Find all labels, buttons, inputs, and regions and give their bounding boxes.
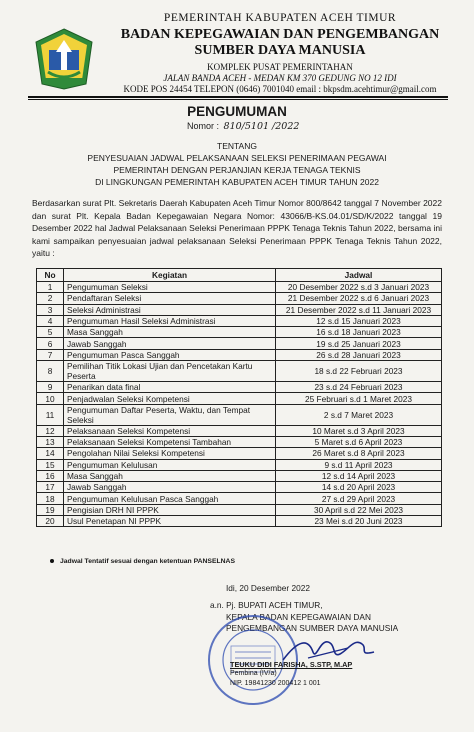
- table-row: [37, 349, 442, 360]
- cell-no: 9: [37, 382, 64, 393]
- letterhead-rule: [28, 96, 448, 98]
- schedule-note: [50, 558, 235, 565]
- signatory-line: KEPALA BADAN KEPEGAWAIAN DAN: [226, 611, 371, 622]
- cell-kegiatan: Pengumuman Seleksi: [64, 282, 276, 293]
- letterhead-agency-cont: SUMBER DAYA MANUSIA: [194, 43, 366, 58]
- cell-no: 20: [37, 516, 64, 527]
- cell-jadwal: 27 s.d 29 April 2023: [276, 493, 442, 504]
- table-row: [37, 425, 442, 436]
- cell-kegiatan: Pendaftaran Seleksi: [64, 293, 276, 304]
- letterhead-address: JALAN BANDA ACEH - MEDAN KM 370 GEDUNG NO 12 IDI: [163, 73, 397, 83]
- cell-no: 12: [37, 425, 64, 436]
- cell-jadwal: 9 s.d 11 April 2023: [276, 459, 442, 470]
- body-paragraph: Berdasarkan surat Plt. Sekretaris Daerah Kabupaten Aceh Timur Nomor 800/8642 tanggal 7 November 2022 dan surat Plt. Kepala Badan Kepegawaian Negara Nomor: 43066/B-KS.04.01/SD/K/2022 tanggal 19 Desember 2022 hal Jadwal Pelaksanaan Seleksi Penerimaan PPPK Tenaga Teknis Tahun 2022, bersama ini kami sampaikan penyesuaian jadwal pelaksanaan Seleksi Penerimaan PPPK Tenaga Teknis Tahun 2022, yaitu :: [32, 198, 442, 258]
- bullet-icon: [50, 559, 54, 563]
- cell-kegiatan: Pelaksanaan Seleksi Kompetensi Tambahan: [64, 436, 276, 447]
- signatory-nip: NIP. 19841230 200412 1 001: [230, 680, 321, 687]
- cell-kegiatan: Seleksi Administrasi: [64, 304, 276, 315]
- letterhead-government: PEMERINTAH KABUPATEN ACEH TIMUR: [163, 12, 397, 24]
- cell-jadwal: 23 s.d 24 Februari 2023: [276, 382, 442, 393]
- cell-no: 11: [37, 404, 64, 425]
- cell-kegiatan: Pengumuman Daftar Peserta, Waktu, dan Tempat Seleksi: [64, 404, 276, 425]
- cell-jadwal: 26 Maret s.d 8 April 2023: [276, 448, 442, 459]
- table-row: [37, 404, 442, 425]
- cell-kegiatan: Pengumuman Kelulusan: [64, 459, 276, 470]
- cell-no: 16: [37, 470, 64, 481]
- cell-jadwal: 19 s.d 25 Januari 2023: [276, 338, 442, 349]
- cell-no: 15: [37, 459, 64, 470]
- cell-kegiatan: Pengumuman Pasca Sanggah: [64, 349, 276, 360]
- cell-jadwal: 18 s.d 22 Februari 2023: [276, 361, 442, 382]
- cell-jadwal: 21 Desember 2022 s.d 11 Januari 2023: [276, 304, 442, 315]
- table-row: [37, 361, 442, 382]
- letterhead: [100, 12, 460, 95]
- cell-jadwal: 10 Maret s.d 3 April 2023: [276, 425, 442, 436]
- subject-line: DI LINGKUNGAN PEMERINTAH KABUPATEN ACEH TIMUR TAHUN 2022: [95, 177, 379, 187]
- letterhead-complex: KOMPLEK PUSAT PEMERINTAHAN: [207, 62, 353, 72]
- table-header-row: [37, 269, 442, 282]
- cell-no: 17: [37, 482, 64, 493]
- cell-no: 4: [37, 315, 64, 326]
- table-row: [37, 448, 442, 459]
- cell-jadwal: 23 Mei s.d 20 Juni 2023: [276, 516, 442, 527]
- cell-kegiatan: Penjadwalan Seleksi Kompetensi: [64, 393, 276, 404]
- cell-no: 3: [37, 304, 64, 315]
- cell-kegiatan: Pengisian DRH NI PPPK: [64, 504, 276, 515]
- cell-jadwal: 25 Februari s.d 1 Maret 2023: [276, 393, 442, 404]
- table-row: [37, 470, 442, 481]
- schedule-table: [36, 268, 442, 527]
- document-number: [187, 121, 299, 132]
- cell-no: 13: [37, 436, 64, 447]
- letterhead-contact: KODE POS 24454 TELEPON (0646) 7001040 email : bkpsdm.acehtimur@gmail.com: [123, 84, 437, 94]
- letterhead-agency: BADAN KEPEGAWAIAN DAN PENGEMBANGAN: [120, 27, 440, 42]
- cell-no: 5: [37, 327, 64, 338]
- table-row: [37, 493, 442, 504]
- cell-kegiatan: Masa Sanggah: [64, 470, 276, 481]
- regency-emblem-icon: [34, 28, 94, 90]
- cell-no: 2: [37, 293, 64, 304]
- cell-jadwal: 14 s.d 20 April 2023: [276, 482, 442, 493]
- cell-no: 8: [37, 361, 64, 382]
- document-title: PENGUMUMAN: [187, 104, 287, 119]
- table-row: [37, 338, 442, 349]
- table-row: [37, 327, 442, 338]
- subject-heading: TENTANG: [217, 141, 257, 151]
- subject-line: PENYESUAIAN JADWAL PELAKSANAAN SELEKSI PENERIMAAN PEGAWAI: [87, 153, 387, 163]
- header-jadwal: Jadwal: [276, 269, 442, 282]
- cell-no: 1: [37, 282, 64, 293]
- cell-kegiatan: Usul Penetapan NI PPPK: [64, 516, 276, 527]
- table-row: [37, 516, 442, 527]
- letterhead-rule-thin: [28, 99, 448, 100]
- schedule-note-text: Jadwal Tentatif sesuai dengan ketentuan PANSELNAS: [60, 558, 235, 565]
- cell-kegiatan: Jawab Sanggah: [64, 482, 276, 493]
- cell-no: 14: [37, 448, 64, 459]
- cell-kegiatan: Pengumuman Hasil Seleksi Administrasi: [64, 315, 276, 326]
- cell-jadwal: 20 Desember 2022 s.d 3 Januari 2023: [276, 282, 442, 293]
- cell-kegiatan: Jawab Sanggah: [64, 338, 276, 349]
- place-date: Idi, 20 Desember 2022: [226, 583, 310, 593]
- signatory-name: TEUKU DIDI FARISHA, S.STP, M.AP: [230, 660, 353, 669]
- cell-jadwal: 2 s.d 7 Maret 2023: [276, 404, 442, 425]
- table-row: [37, 293, 442, 304]
- document-number-label: Nomor :: [187, 121, 220, 131]
- table-row: [37, 382, 442, 393]
- header-kegiatan: Kegiatan: [64, 269, 276, 282]
- signatory-line: PENGEMBANGAN SUMBER DAYA MANUSIA: [226, 623, 399, 633]
- subject: [0, 152, 474, 188]
- table-row: [37, 436, 442, 447]
- document-number-value: 810/5101 /2022: [223, 121, 300, 132]
- table-row: [37, 282, 442, 293]
- table-row: [37, 393, 442, 404]
- cell-no: 18: [37, 493, 64, 504]
- cell-kegiatan: Penarikan data final: [64, 382, 276, 393]
- cell-no: 10: [37, 393, 64, 404]
- cell-jadwal: 12 s.d 15 Januari 2023: [276, 315, 442, 326]
- header-no: No: [37, 269, 64, 282]
- table-row: [37, 459, 442, 470]
- cell-no: 19: [37, 504, 64, 515]
- cell-jadwal: 30 April s.d 22 Mei 2023: [276, 504, 442, 515]
- cell-kegiatan: Pengumuman Kelulusan Pasca Sanggah: [64, 493, 276, 504]
- cell-kegiatan: Pemilihan Titik Lokasi Ujian dan Pencetakan Kartu Peserta: [64, 361, 276, 382]
- signatory-line: a.n. Pj. BUPATI ACEH TIMUR,: [210, 600, 323, 610]
- table-row: [37, 304, 442, 315]
- subject-line: PEMERINTAH DENGAN PERJANJIAN KERJA TENAGA TEKNIS: [113, 165, 361, 175]
- cell-jadwal: 21 Desember 2022 s.d 6 Januari 2023: [276, 293, 442, 304]
- cell-no: 7: [37, 349, 64, 360]
- cell-kegiatan: Pengolahan Nilai Seleksi Kompetensi: [64, 448, 276, 459]
- cell-jadwal: 5 Maret s.d 6 April 2023: [276, 436, 442, 447]
- cell-kegiatan: Pelaksanaan Seleksi Kompetensi: [64, 425, 276, 436]
- table-row: [37, 482, 442, 493]
- table-row: [37, 315, 442, 326]
- cell-jadwal: 26 s.d 28 Januari 2023: [276, 349, 442, 360]
- cell-jadwal: 16 s.d 18 Januari 2023: [276, 327, 442, 338]
- cell-kegiatan: Masa Sanggah: [64, 327, 276, 338]
- cell-no: 6: [37, 338, 64, 349]
- table-row: [37, 504, 442, 515]
- cell-jadwal: 12 s.d 14 April 2023: [276, 470, 442, 481]
- signatory-rank: Pembina (IV/a): [230, 670, 277, 677]
